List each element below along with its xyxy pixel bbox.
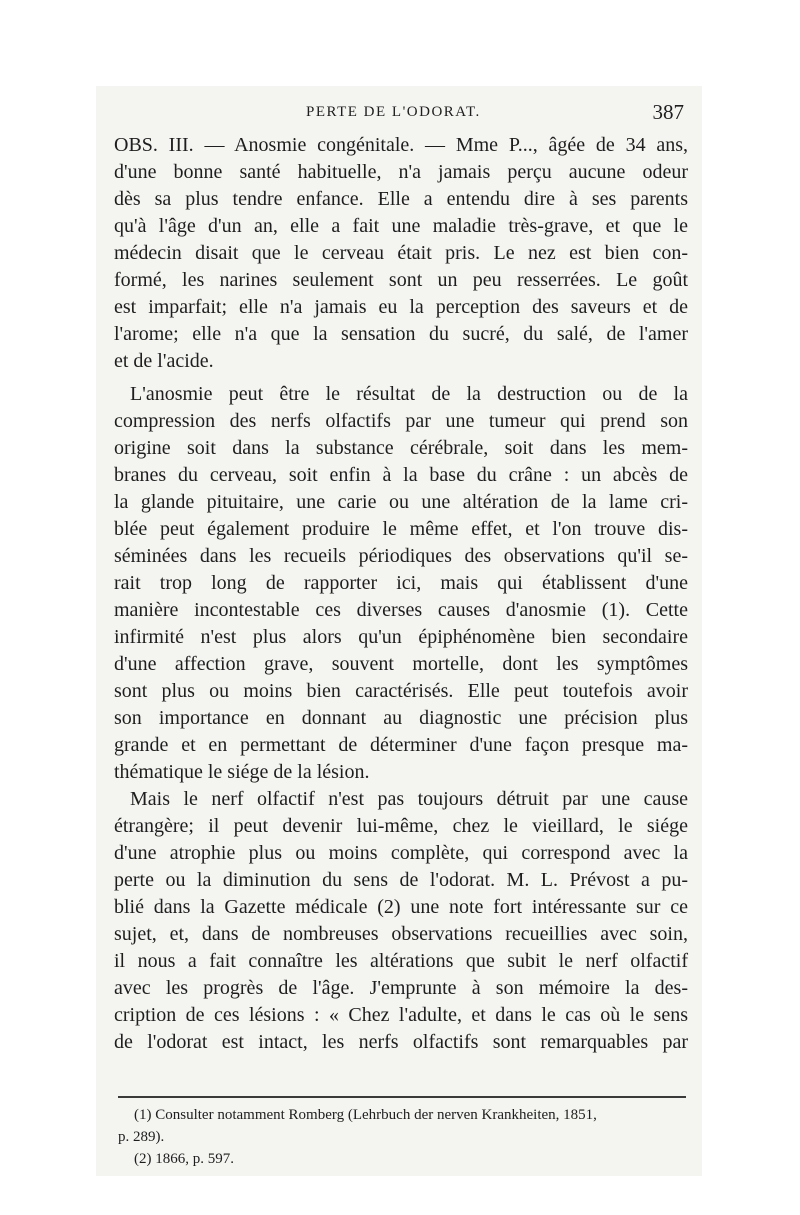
page-number: 387 [652,100,684,124]
text-line: branes du cerveau, soit enfin à la base du crâne : un abcès de [114,464,688,486]
text-line: grande et en permettant de déterminer d'une façon presque ma- [114,734,688,756]
text-line: dès sa plus tendre enfance. Elle a entendu dire à ses parents [114,188,688,210]
text-line: thématique le siége de la lésion. [114,761,370,783]
text-line: il nous a fait connaître les altérations que subit le nerf olfactif [114,950,688,972]
page-header [116,100,684,130]
text-line: la glande pituitaire, une carie ou une altération de la lame cri- [114,491,688,513]
text-line: est imparfait; elle n'a jamais eu la perception des saveurs et de [114,296,688,318]
text-line: d'une bonne santé habituelle, n'a jamais perçu aucune odeur [114,161,688,183]
footnote-line: p. 289). [118,1129,165,1145]
text-line: formé, les narines seulement sont un peu resserrées. Le goût [114,269,688,291]
text-line: sujet, et, dans de nombreuses observations recueillies avec soin, [114,923,688,945]
text-line: Mais le nerf olfactif n'est pas toujours détruit par une cause [130,788,688,810]
text-line: et de l'acide. [114,350,214,372]
text-line: étrangère; il peut devenir lui-même, chez le vieillard, le siége [114,815,688,837]
text-line: d'une atrophie plus ou moins complète, qui correspond avec la [114,842,688,864]
text-line: perte ou la diminution du sens de l'odorat. M. L. Prévost a pu- [114,869,688,891]
text-line: rait trop long de rapporter ici, mais qui établissent d'une [114,572,688,594]
text-line: médecin disait que le cerveau était pris. Le nez est bien con- [114,242,688,264]
running-head: PERTE DE L'ODORAT. [306,104,481,120]
text-line: blié dans la Gazette médicale (2) une note fort intéressante sur ce [114,896,688,918]
text-line: sont plus ou moins bien caractérisés. Elle peut toutefois avoir [114,680,688,702]
text-line: l'arome; elle n'a que la sensation du sucré, du salé, de l'amer [114,323,688,345]
text-line: son importance en donnant au diagnostic une précision plus [114,707,688,729]
footnote-line: (2) 1866, p. 597. [134,1151,234,1167]
footnotes [118,1104,688,1170]
text-line: infirmité n'est plus alors qu'un épiphénomène bien secondaire [114,626,688,648]
text-line: avec les progrès de l'âge. J'emprunte à son mémoire la des- [114,977,688,999]
text-line: de l'odorat est intact, les nerfs olfactifs sont remarquables par [114,1031,688,1053]
text-line: séminées dans les recueils périodiques des observations qu'il se- [114,545,688,567]
text-line: manière incontestable ces diverses causes d'anosmie (1). Cette [114,599,688,621]
text-line: origine soit dans la substance cérébrale, soit dans les mem- [114,437,688,459]
text-line: OBS. III. — Anosmie congénitale. — Mme P..., âgée de 34 ans, [114,134,688,156]
footnote-line: (1) Consulter notamment Romberg (Lehrbuch der nerven Krankheiten, 1851, [134,1107,597,1123]
text-line: L'anosmie peut être le résultat de la destruction ou de la [130,383,688,405]
body-text [114,132,688,1056]
text-line: blée peut également produire le même effet, et l'on trouve dis- [114,518,688,540]
text-line: compression des nerfs olfactifs par une tumeur qui prend son [114,410,688,432]
text-line: cription de ces lésions : « Chez l'adulte, et dans le cas où le sens [114,1004,688,1026]
footnote-rule [118,1096,686,1098]
text-line: qu'à l'âge d'un an, elle a fait une maladie très-grave, et que le [114,215,688,237]
text-line: d'une affection grave, souvent mortelle, dont les symptômes [114,653,688,675]
